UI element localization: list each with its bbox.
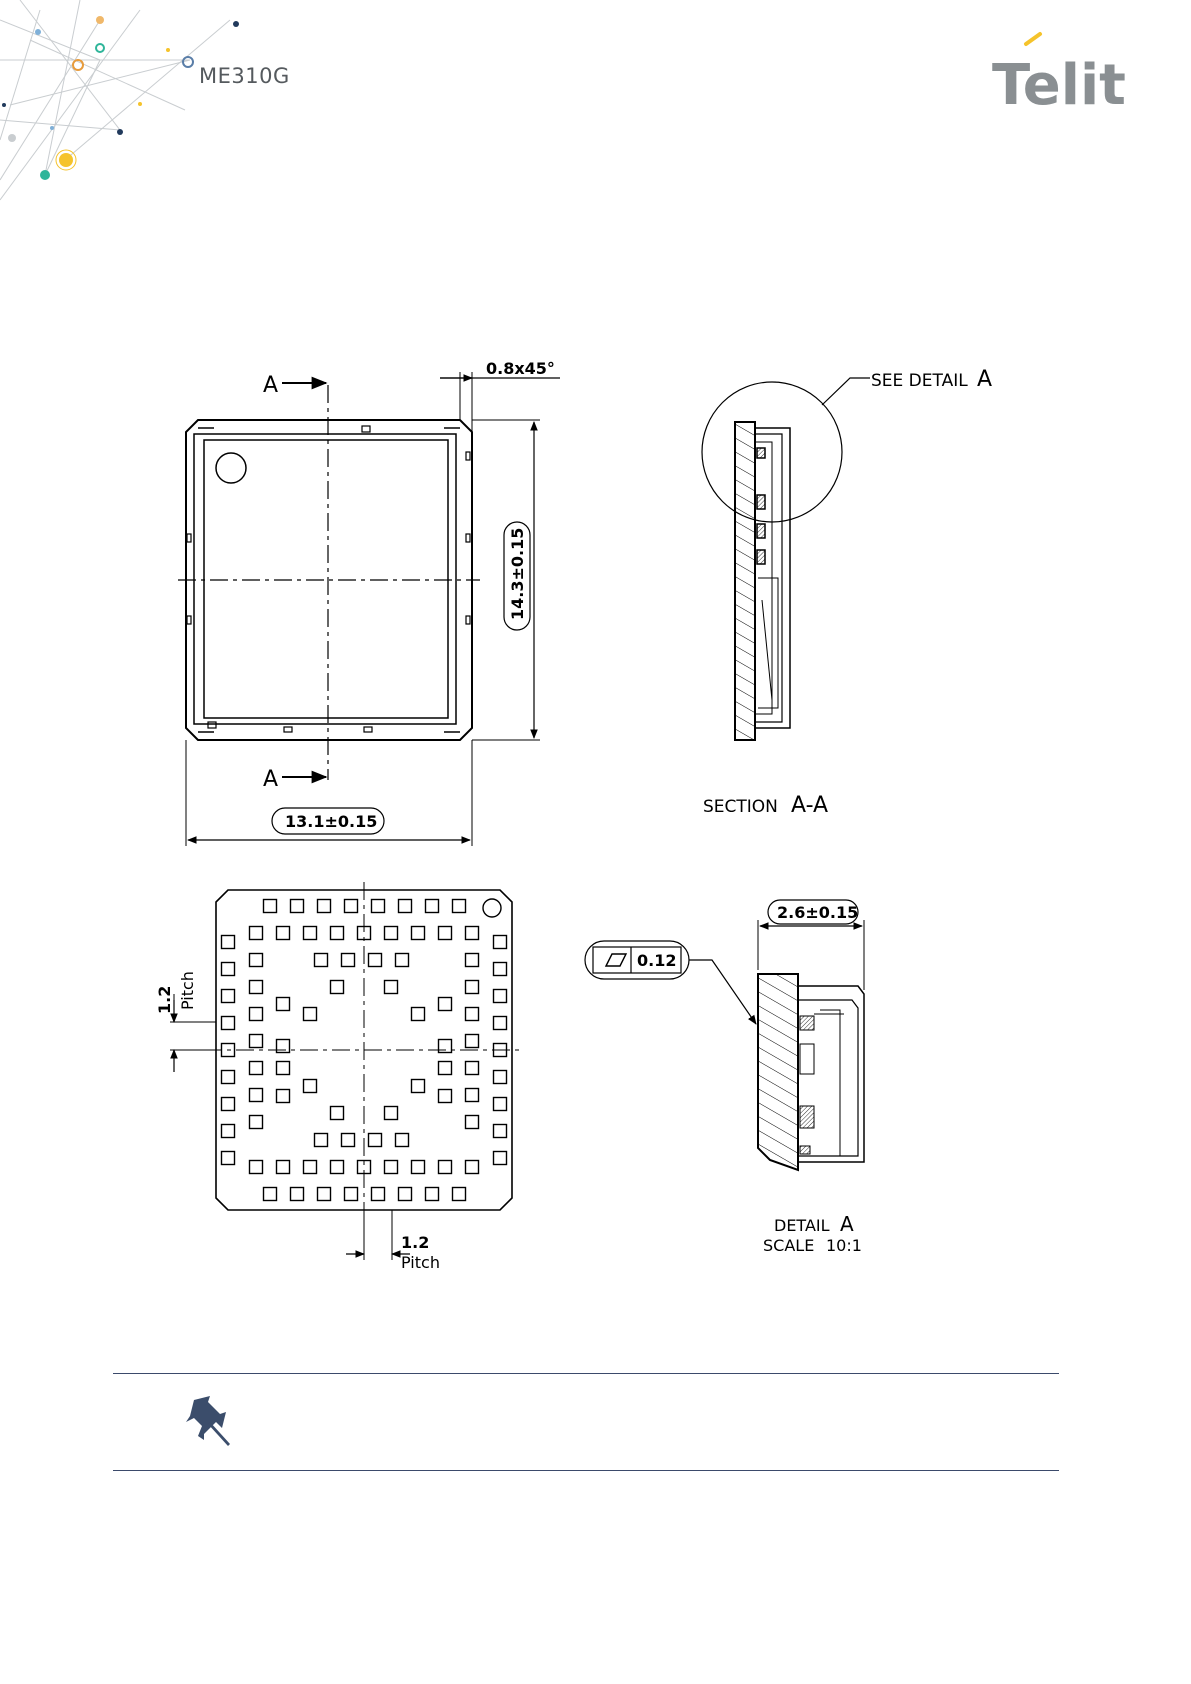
lga-pad (494, 1071, 507, 1084)
section-view (702, 378, 870, 740)
lga-pad (396, 1134, 409, 1147)
lga-pad (399, 1188, 412, 1201)
lga-pad (385, 927, 398, 940)
lga-pad (369, 954, 382, 967)
lga-pad (222, 963, 235, 976)
lga-pad (342, 954, 355, 967)
thickness-dimension: 2.6±0.15 (777, 903, 859, 922)
detail-caption-letter: A (840, 1212, 854, 1236)
lga-pad (385, 981, 398, 994)
lga-pad (494, 1152, 507, 1165)
scale-label: SCALE (763, 1236, 815, 1255)
lga-pad (439, 1062, 452, 1075)
lga-pad (466, 1089, 479, 1102)
lga-pad (250, 1116, 263, 1129)
lga-pad (250, 1161, 263, 1174)
section-caption-letters: A-A (791, 793, 829, 818)
lga-pad (250, 1089, 263, 1102)
pitch-h-word: Pitch (401, 1253, 440, 1272)
top-view (178, 372, 560, 846)
width-dimension: 13.1±0.15 (285, 812, 378, 831)
lga-pad (412, 1008, 425, 1021)
lga-pad (250, 981, 263, 994)
lga-pad (250, 954, 263, 967)
lga-pad (304, 1008, 317, 1021)
lga-pad (439, 927, 452, 940)
lga-pad (453, 900, 466, 913)
lga-pad (439, 1161, 452, 1174)
lga-pad (277, 1161, 290, 1174)
lga-pad (331, 1161, 344, 1174)
lga-pad (426, 900, 439, 913)
scale-value: 10:1 (826, 1236, 862, 1255)
bottom-view (170, 882, 520, 1260)
lga-pad (466, 927, 479, 940)
lga-pad (277, 927, 290, 940)
chamfer-dimension: 0.8x45° (486, 359, 555, 378)
lga-pad (250, 927, 263, 940)
lga-pad (426, 1188, 439, 1201)
note-top-rule (113, 1373, 1059, 1374)
lga-pad (222, 1125, 235, 1138)
lga-pad (222, 1152, 235, 1165)
note-bottom-rule (113, 1470, 1059, 1471)
lga-pad (222, 990, 235, 1003)
lga-pad (264, 1188, 277, 1201)
pitch-v-word: Pitch (178, 971, 197, 1010)
lga-pad (345, 1188, 358, 1201)
lga-pad (372, 900, 385, 913)
lga-pad (291, 1188, 304, 1201)
lga-pad (277, 998, 290, 1011)
lga-pad (412, 927, 425, 940)
lga-pad (396, 954, 409, 967)
detail-view (585, 900, 864, 1170)
flatness-tolerance: 0.12 (637, 951, 677, 970)
lga-pad (466, 1116, 479, 1129)
section-substrate (735, 422, 755, 740)
lga-pad (372, 1188, 385, 1201)
lga-pad (494, 936, 507, 949)
lga-pad (466, 1035, 479, 1048)
lga-pad (439, 998, 452, 1011)
section-caption-word: SECTION (703, 797, 778, 817)
lga-pad (277, 1062, 290, 1075)
lga-pad (466, 954, 479, 967)
flatness-symbol (606, 954, 626, 966)
lga-pad (291, 900, 304, 913)
lga-pad (466, 1161, 479, 1174)
lga-pad (412, 1080, 425, 1093)
lga-pad (250, 1062, 263, 1075)
detail-caption-word: DETAIL (774, 1216, 830, 1235)
see-detail-label: SEE DETAIL (871, 371, 968, 391)
lga-pad (385, 1107, 398, 1120)
lga-pad (439, 1040, 452, 1053)
lga-pad (331, 981, 344, 994)
bottom-pin1-marker (483, 899, 501, 917)
lga-pad (331, 927, 344, 940)
lga-pad (304, 927, 317, 940)
see-detail-letter: A (977, 367, 993, 392)
lga-pad (318, 900, 331, 913)
pin1-marker (216, 453, 246, 483)
lga-pad (494, 990, 507, 1003)
section-label-top: A (263, 373, 279, 398)
lga-pad (466, 1062, 479, 1075)
lga-pad (315, 954, 328, 967)
lga-pad (222, 1017, 235, 1030)
section-label-bottom: A (263, 767, 279, 792)
lga-pad (439, 1090, 452, 1103)
lga-pad (277, 1040, 290, 1053)
lga-pad (304, 1161, 317, 1174)
lga-pad (385, 1161, 398, 1174)
lga-pad (412, 1161, 425, 1174)
top-view-labels (263, 359, 555, 831)
lga-pad (399, 900, 412, 913)
lga-pad (466, 981, 479, 994)
pitch-h-value: 1.2 (401, 1233, 430, 1252)
logo-text: Telit (992, 53, 1126, 110)
pushpin-icon (180, 1392, 236, 1448)
lga-pad (250, 1008, 263, 1021)
lga-pad (264, 900, 277, 913)
lga-pad (369, 1134, 382, 1147)
lga-pad (222, 1098, 235, 1111)
detail-substrate (758, 974, 798, 1170)
lga-pad (494, 1125, 507, 1138)
lga-pad (250, 1035, 263, 1048)
lga-pad (494, 963, 507, 976)
lga-pad (466, 1008, 479, 1021)
lga-pad (222, 936, 235, 949)
lga-pad (304, 1080, 317, 1093)
lga-pad (331, 1107, 344, 1120)
lga-pad (277, 1090, 290, 1103)
lga-pad (318, 1188, 331, 1201)
detail-view-labels (637, 903, 862, 1255)
pitch-v-value: 1.2 (155, 985, 174, 1014)
lga-pad (494, 1017, 507, 1030)
lga-pad (342, 1134, 355, 1147)
lga-pad (345, 900, 358, 913)
lga-pad (315, 1134, 328, 1147)
lga-pad (494, 1098, 507, 1111)
document-title: ME310G (199, 64, 290, 88)
bottom-view-labels (155, 971, 440, 1272)
lga-pad (453, 1188, 466, 1201)
lga-pad (222, 1071, 235, 1084)
height-dimension: 14.3±0.15 (508, 527, 527, 620)
